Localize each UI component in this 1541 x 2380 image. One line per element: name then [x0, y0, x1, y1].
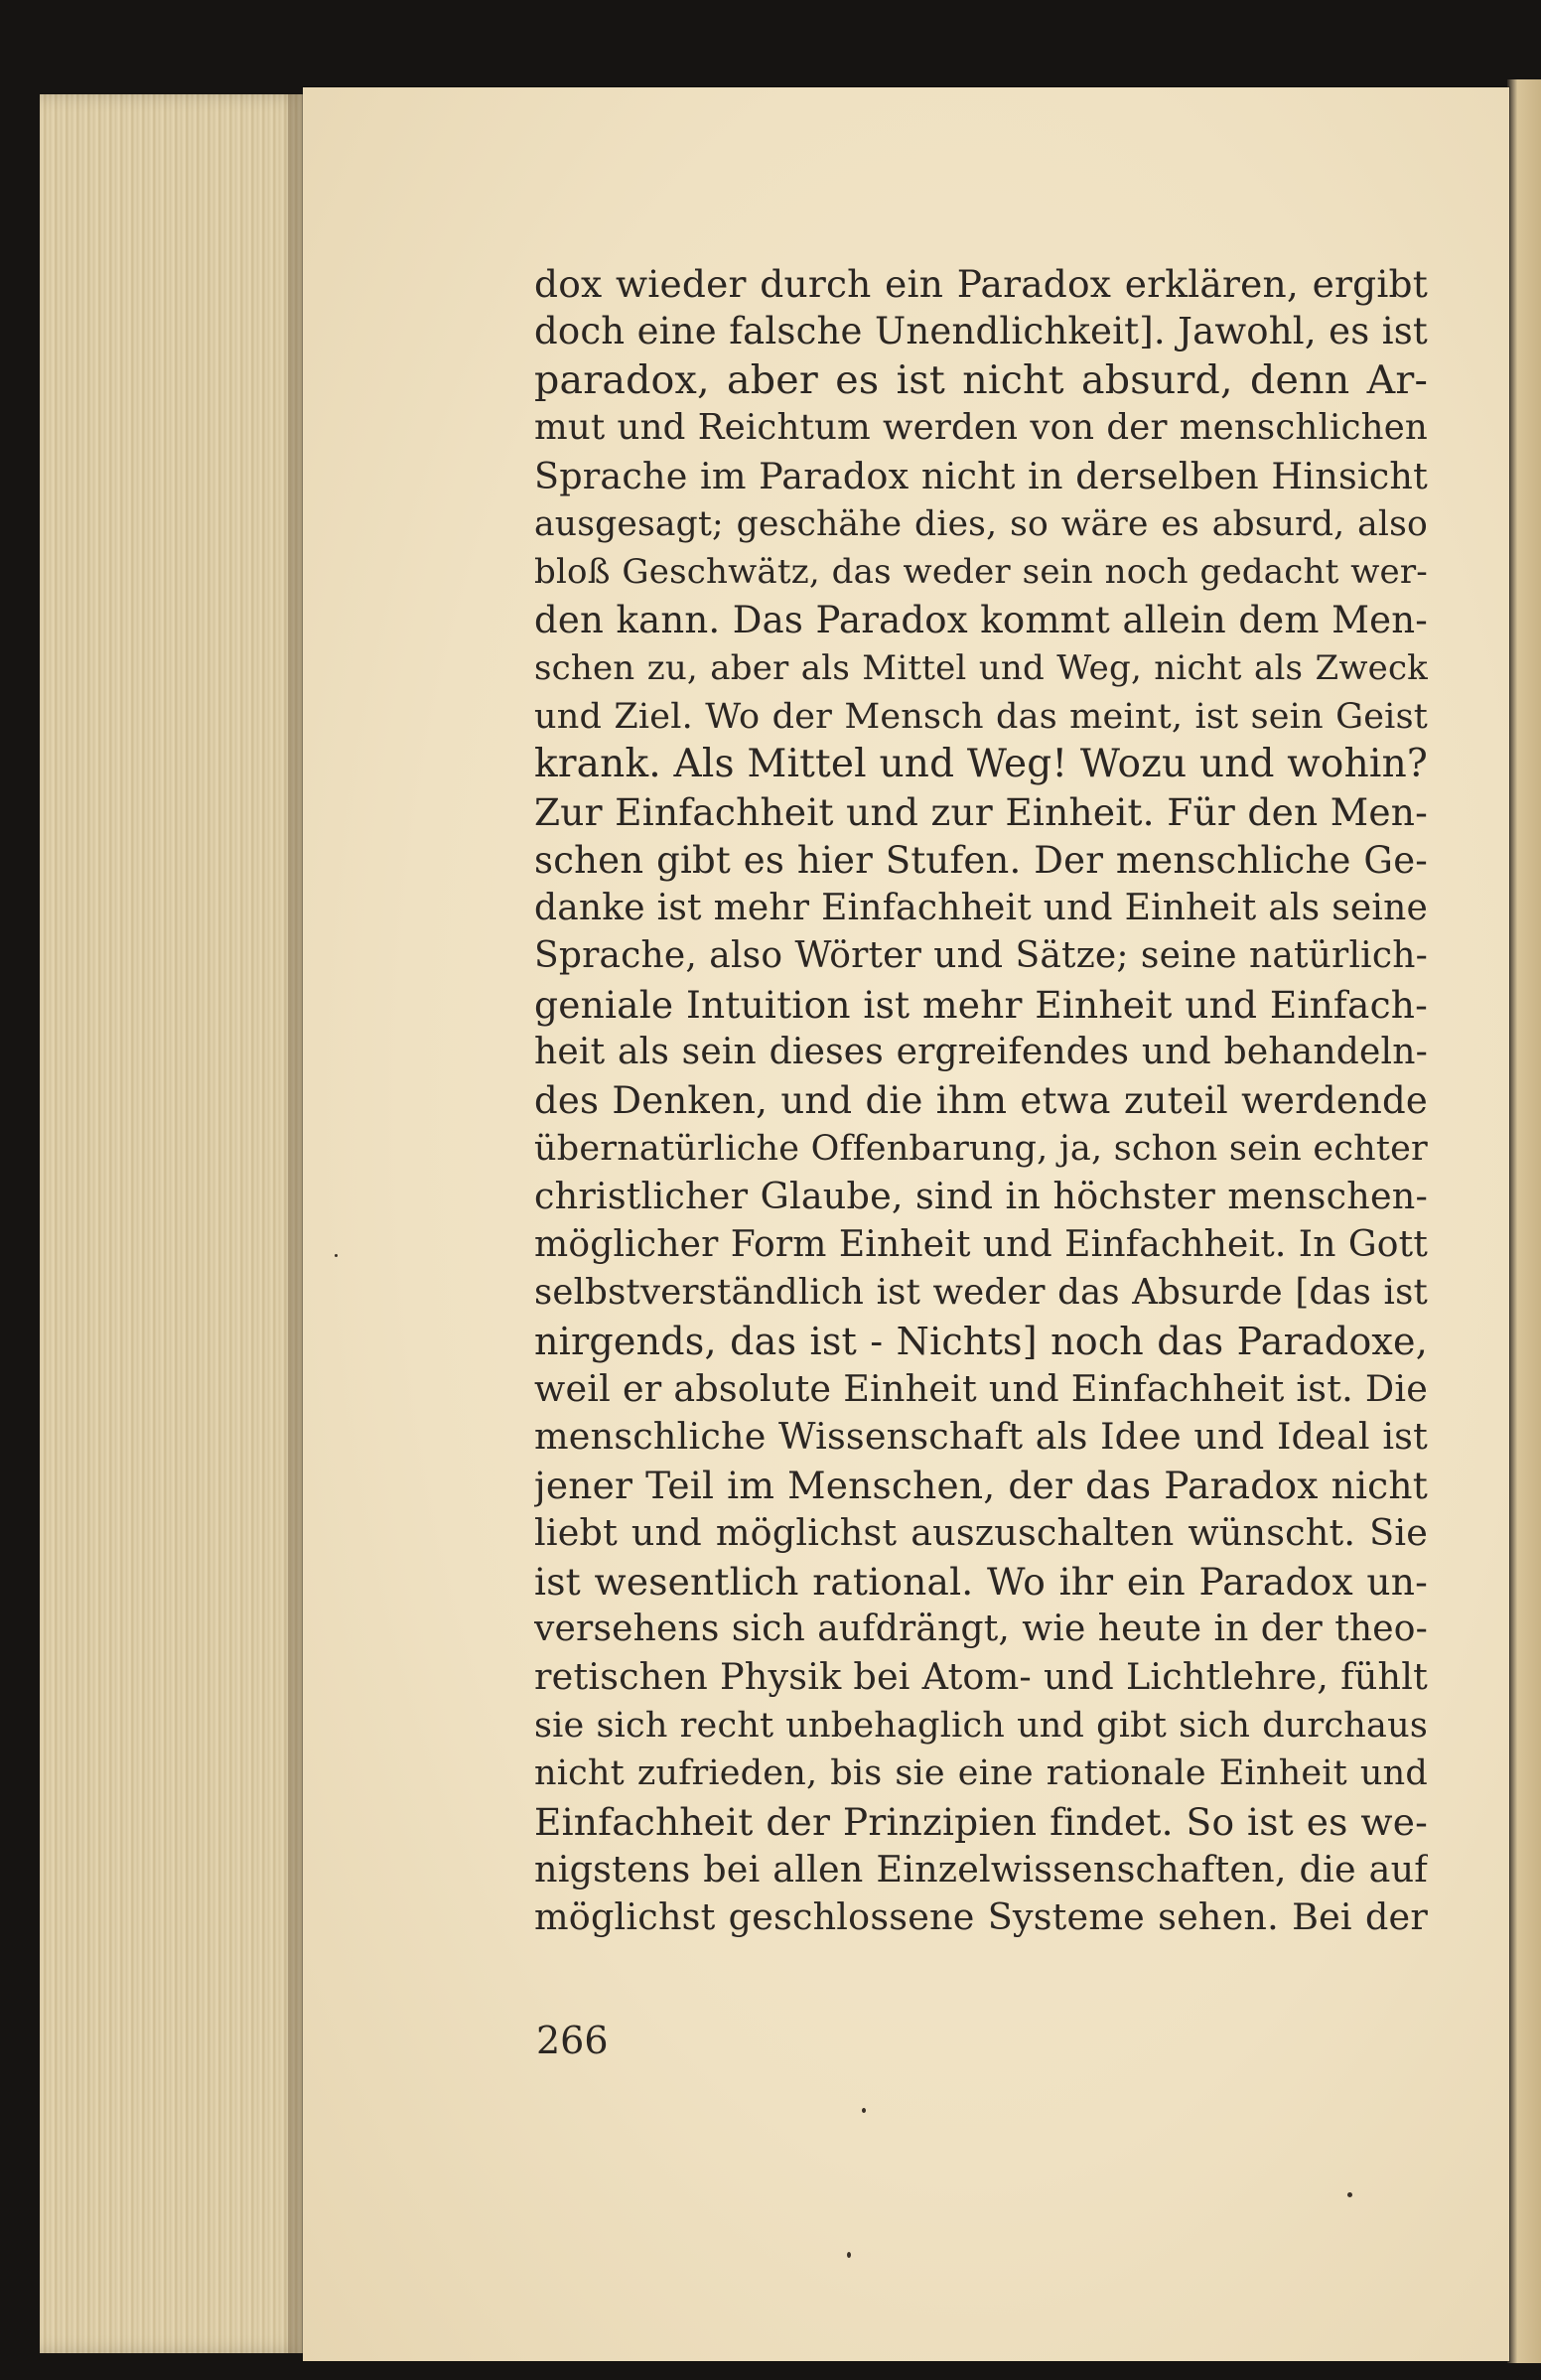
text-line: Einfachheit der Prinzipien findet. So ist es we- [534, 1799, 1428, 1844]
text-line: des Denken, und die ihm etwa zuteil werdende [534, 1078, 1428, 1122]
text-line: übernatürliche Offenbarung, ja, schon sein echter [534, 1129, 1428, 1170]
text-line: danke ist mehr Einfachheit und Einheit als seine [534, 888, 1428, 929]
text-line: ausgesagt; geschähe dies, so wäre es absurd, also [534, 503, 1428, 544]
paper-speck [1347, 2192, 1352, 2197]
paper-speck [335, 1254, 338, 1257]
text-line: sie sich recht unbehaglich und gibt sich durchaus [534, 1705, 1428, 1746]
text-line: schen zu, aber als Mittel und Weg, nicht als Zweck [534, 648, 1428, 689]
text-line: paradox, aber es ist nicht absurd, denn Ar- [534, 356, 1428, 403]
text-line: ist wesentlich rational. Wo ihr ein Paradox un- [534, 1559, 1428, 1604]
text-line: schen gibt es hier Stufen. Der menschliche Ge- [534, 838, 1428, 882]
text-line: geniale Intuition ist mehr Einheit und Einfach- [534, 982, 1428, 1027]
body-text [534, 260, 1428, 1942]
text-line: liebt und möglichst auszuschalten wünscht. Sie [534, 1511, 1428, 1555]
text-line: bloß Geschwätz, das weder sein noch gedacht wer- [534, 552, 1428, 593]
text-line: heit als sein dieses ergreifendes und behandeln- [534, 1032, 1428, 1073]
text-line: versehens sich aufdrängt, wie heute in der theo- [534, 1608, 1428, 1649]
text-line: menschliche Wissenschaft als Idee und Ideal ist [534, 1415, 1428, 1459]
text-line: christlicher Glaube, sind in höchster menschen- [534, 1175, 1428, 1218]
text-line: krank. Als Mittel und Weg! Wozu und wohin? [534, 741, 1428, 786]
text-line: doch eine falsche Unendlichkeit]. Jawohl, es ist [534, 310, 1428, 353]
text-line: nigstens bei allen Einzelwissenschaften, die auf [534, 1847, 1428, 1890]
text-line: retischen Physik bei Atom- und Lichtlehre, fühlt [534, 1655, 1428, 1699]
text-line: und Ziel. Wo der Mensch das meint, ist sein Geist [534, 696, 1428, 737]
paper-speck [862, 2108, 866, 2113]
text-line: Sprache, also Wörter und Sätze; seine natürlich- [534, 935, 1428, 977]
text-line: nirgends, das ist - Nichts] noch das Paradoxe, [534, 1319, 1428, 1363]
text-line: Sprache im Paradox nicht in derselben Hinsicht [534, 454, 1428, 497]
facing-page-edge [1507, 79, 1541, 2363]
text-line: dox wieder durch ein Paradox erklären, ergibt [534, 262, 1428, 306]
text-line: nicht zufrieden, bis sie eine rationale Einheit und [534, 1753, 1428, 1794]
text-line: Zur Einfachheit und zur Einheit. Für den Men- [534, 790, 1428, 835]
text-line: jener Teil im Menschen, der das Paradox nicht [534, 1463, 1428, 1507]
text-line: möglichst geschlossene Systeme sehen. Bei der [534, 1895, 1428, 1939]
page-block-edges [40, 94, 308, 2353]
text-line: möglicher Form Einheit und Einfachheit. In Gott [534, 1223, 1428, 1265]
text-line: mut und Reichtum werden von der menschlichen [534, 407, 1428, 449]
page-number: 266 [536, 2019, 609, 2062]
text-line: selbstverständlich ist weder das Absurde [das ist [534, 1272, 1428, 1314]
text-line: weil er absolute Einheit und Einfachheit ist. Die [534, 1366, 1428, 1410]
paper-speck [847, 2252, 851, 2258]
text-line: den kann. Das Paradox kommt allein dem Men- [534, 598, 1428, 641]
